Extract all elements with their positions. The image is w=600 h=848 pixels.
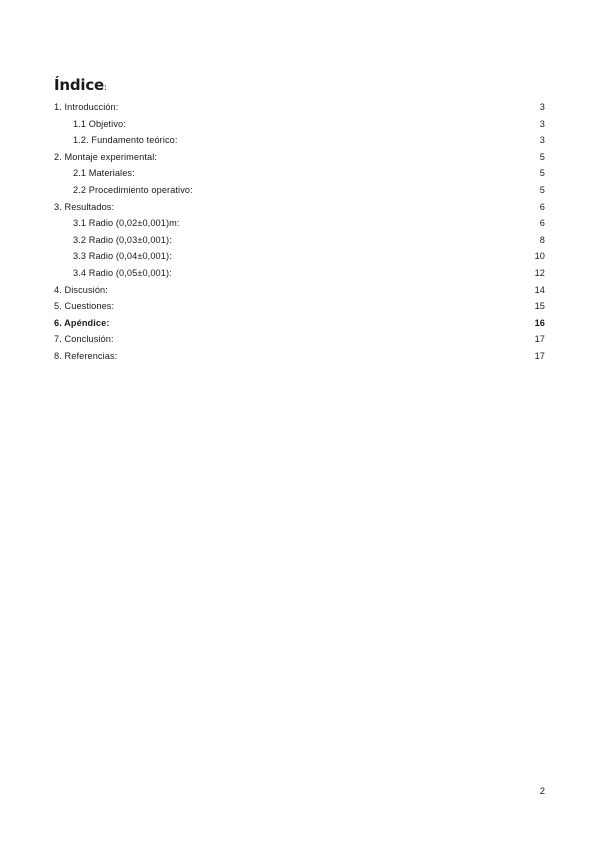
heading-suffix: : xyxy=(104,83,107,93)
toc-entry-page-number: 6 xyxy=(539,201,545,212)
toc-entry[interactable] xyxy=(54,116,546,133)
toc-entry[interactable] xyxy=(54,265,546,282)
toc-entry-page-number: 5 xyxy=(539,151,545,162)
toc-entry-label: 5. Cuestiones: xyxy=(54,301,115,312)
toc-entry-page-number: 17 xyxy=(534,334,545,345)
toc-entry-page-number: 3 xyxy=(539,135,545,146)
toc-entry-label: 3.4 Radio (0,05±0,001): xyxy=(73,267,172,278)
toc-entry[interactable] xyxy=(54,215,546,232)
toc-entry-page-number: 5 xyxy=(539,168,545,179)
toc-entry-label: 1.1 Objetivo: xyxy=(73,118,126,129)
toc-entry[interactable] xyxy=(54,232,546,249)
toc-entry-label: 3.1 Radio (0,02±0,001)m: xyxy=(73,218,180,229)
table-of-contents xyxy=(54,99,546,365)
toc-entry-label: 3.3 Radio (0,04±0,001): xyxy=(73,251,172,262)
toc-entry-page-number: 8 xyxy=(539,234,545,245)
toc-entry-page-number: 10 xyxy=(534,251,545,262)
toc-entry[interactable] xyxy=(54,248,546,265)
toc-entry-label: 4. Discusión: xyxy=(54,284,108,295)
toc-entry[interactable] xyxy=(54,182,546,199)
toc-entry-page-number: 16 xyxy=(534,317,545,328)
toc-entry-label: 2.1 Materiales: xyxy=(73,168,135,179)
toc-entry[interactable] xyxy=(54,331,546,348)
toc-entry-label: 7. Conclusión: xyxy=(54,334,114,345)
toc-entry-page-number: 15 xyxy=(534,301,545,312)
toc-entry-label: 2.2 Procedimiento operativo: xyxy=(73,184,193,195)
toc-entry-label: 6. Apéndice: xyxy=(54,317,110,328)
toc-entry-label: 1.2. Fundamento teórico: xyxy=(73,135,178,146)
toc-entry[interactable] xyxy=(54,282,546,299)
toc-entry-page-number: 14 xyxy=(534,284,545,295)
toc-entry[interactable] xyxy=(54,132,546,149)
toc-entry[interactable] xyxy=(54,149,546,166)
toc-entry-page-number: 3 xyxy=(539,118,545,129)
heading-title: Índice xyxy=(54,76,105,94)
toc-entry[interactable] xyxy=(54,165,546,182)
toc-entry[interactable] xyxy=(54,199,546,216)
toc-entry-label: 1. Introducción: xyxy=(54,102,119,112)
toc-entry-page-number: 5 xyxy=(539,184,545,195)
toc-entry[interactable] xyxy=(54,348,546,365)
toc-entry-label: 3. Resultados: xyxy=(54,201,115,212)
page-title xyxy=(54,76,107,94)
footer-page-number: 2 xyxy=(539,786,545,797)
toc-entry[interactable] xyxy=(54,315,546,332)
toc-entry-page-number: 6 xyxy=(539,218,545,229)
toc-entry-label: 2. Montaje experimental: xyxy=(54,151,158,162)
toc-entry-page-number: 3 xyxy=(539,102,545,112)
toc-entry[interactable] xyxy=(54,298,546,315)
toc-entry-label: 3.2 Radio (0,03±0,001): xyxy=(73,234,172,245)
toc-entry-label: 8. Referencias: xyxy=(54,350,118,361)
toc-entry-page-number: 17 xyxy=(534,350,545,361)
toc-entry-page-number: 12 xyxy=(534,267,545,278)
toc-entry[interactable] xyxy=(54,99,546,116)
